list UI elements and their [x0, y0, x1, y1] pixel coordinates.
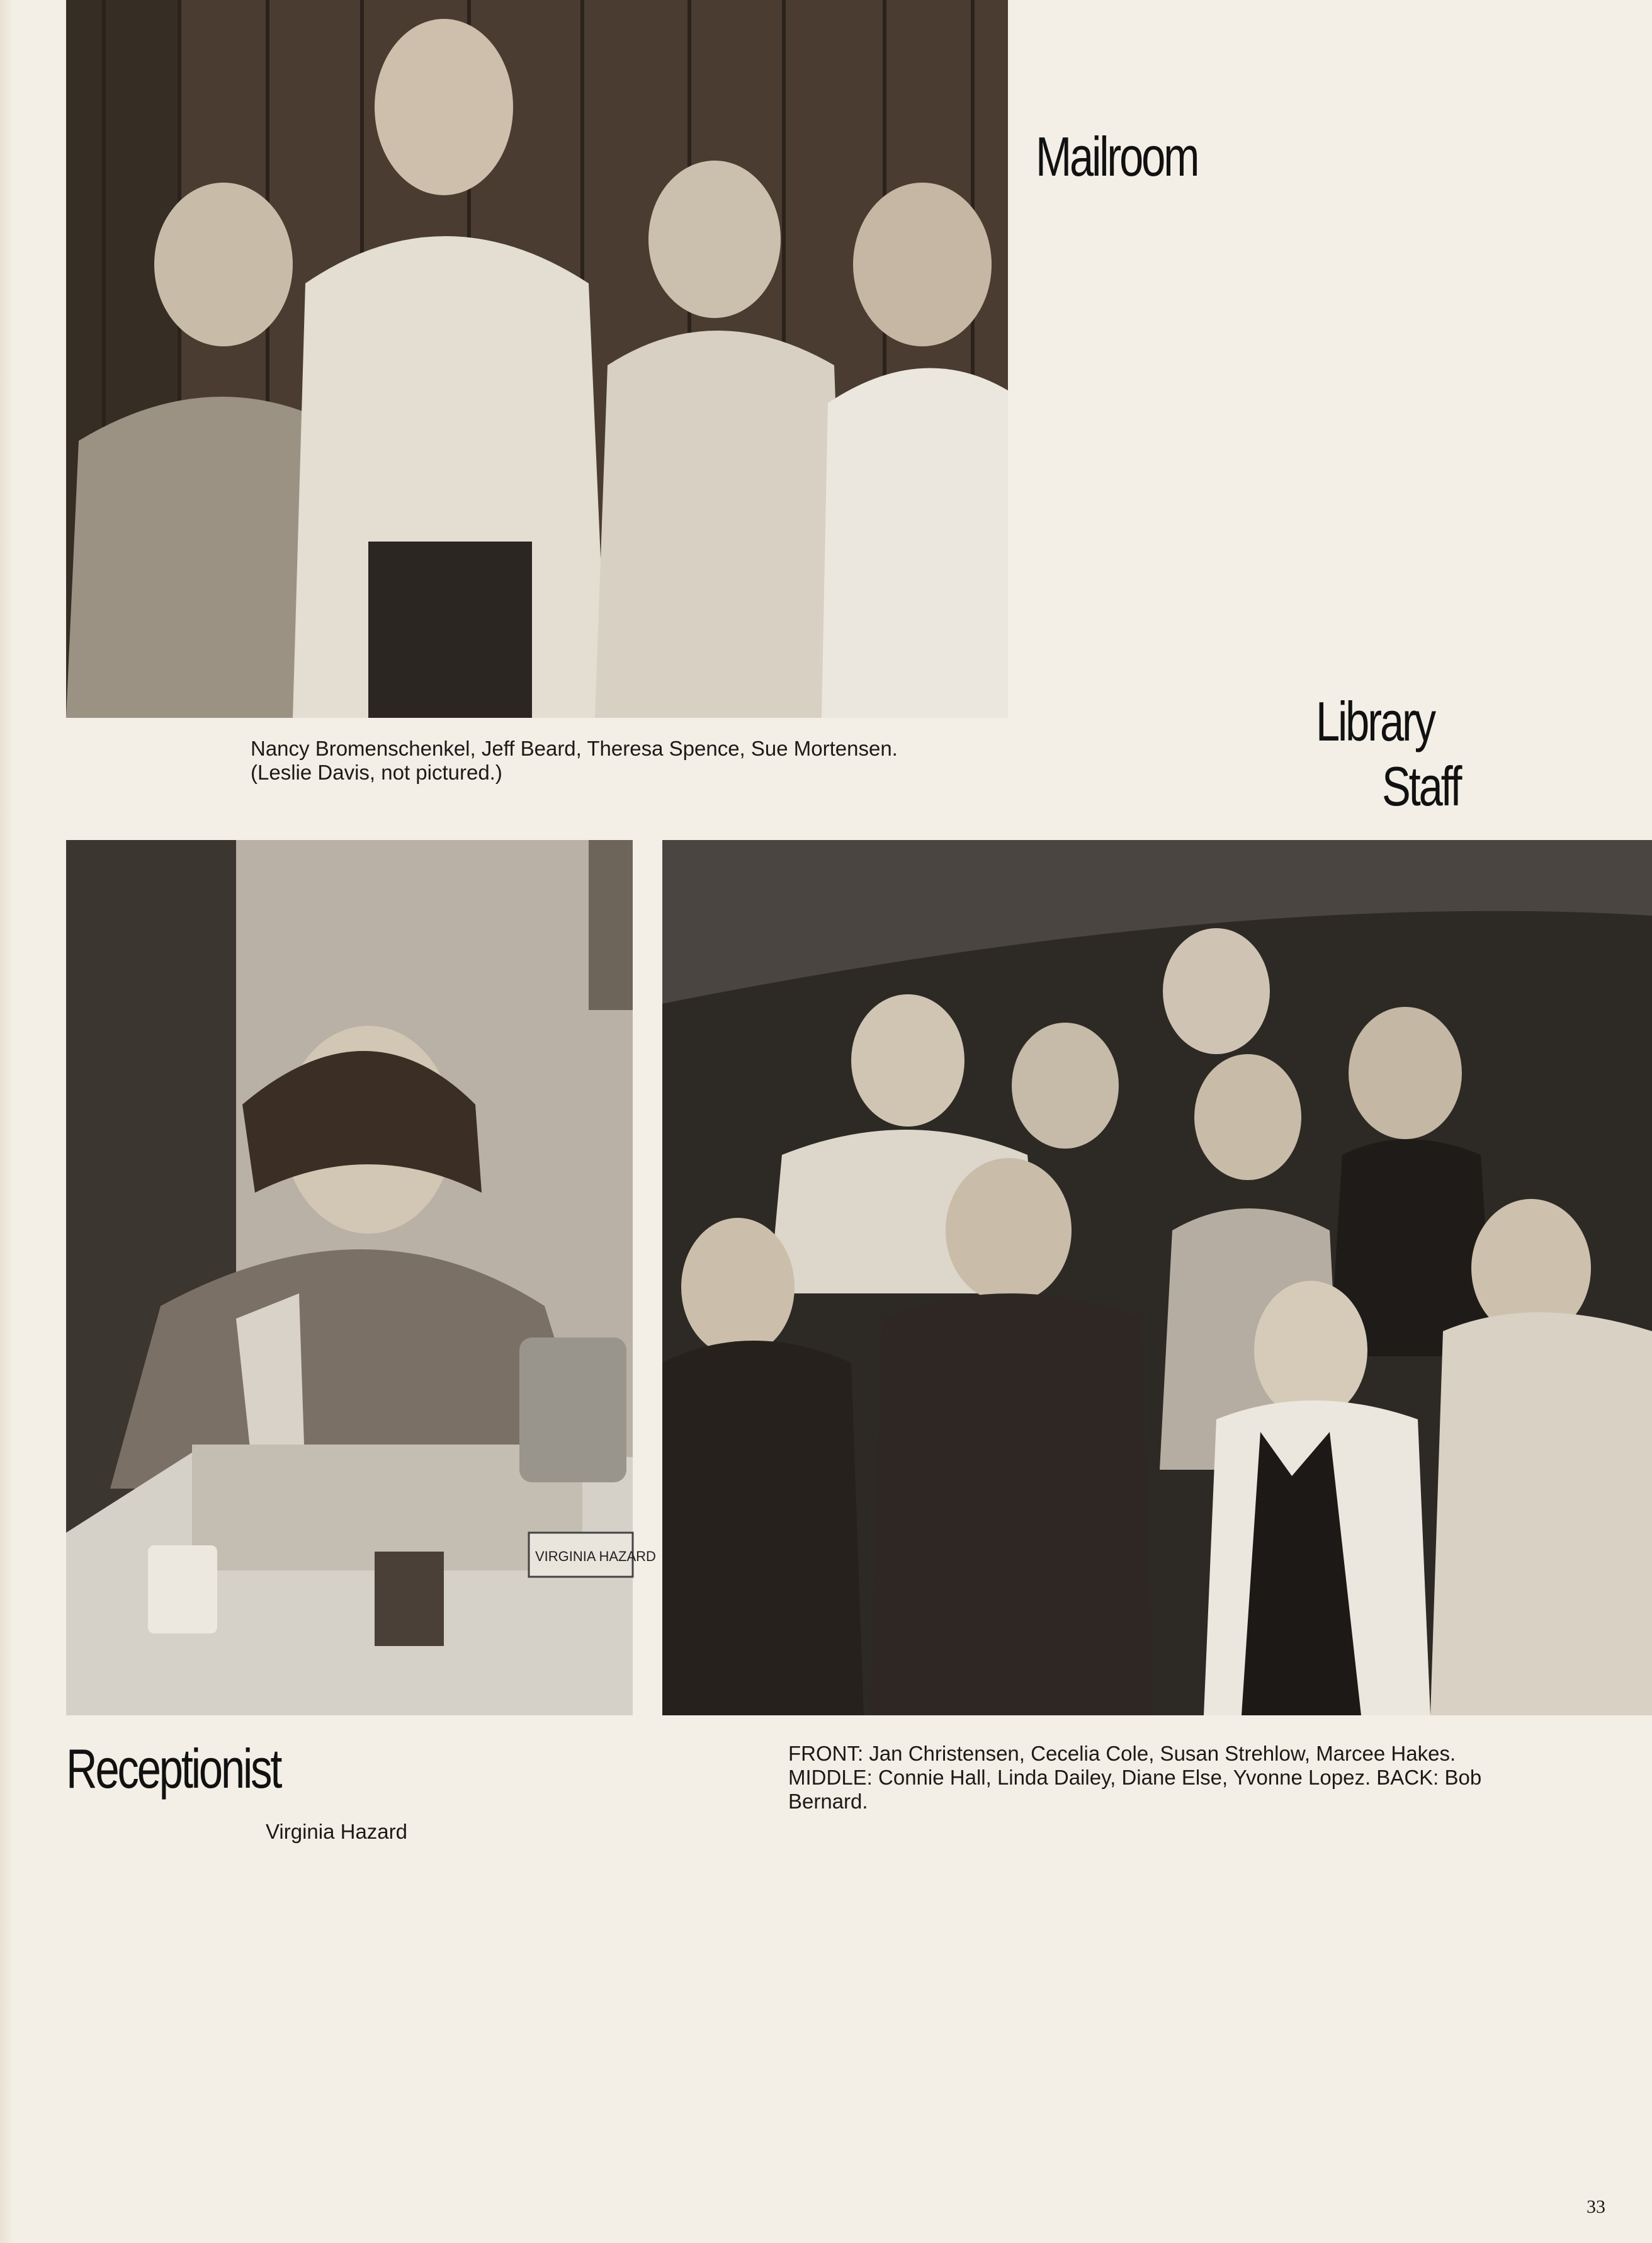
library-staff-caption	[788, 1742, 1519, 1814]
mailroom-caption-line: Nancy Bromenschenkel, Jeff Beard, Theresa Spence, Sue Mortensen.	[251, 737, 898, 760]
mailroom-photo	[66, 0, 1008, 718]
library-caption-line: Bernard.	[788, 1790, 868, 1813]
library-caption-line: MIDDLE: Connie Hall, Linda Dailey, Diane Else, Yvonne Lopez. BACK: Bob	[788, 1766, 1482, 1789]
page-number: 33	[1587, 2196, 1605, 2217]
page-edge	[0, 0, 14, 2243]
receptionist-photo	[66, 840, 656, 1715]
receptionist-caption: Virginia Hazard	[266, 1820, 408, 1843]
mailroom-caption	[251, 737, 1006, 785]
receptionist-nameplate: VIRGINIA HAZARD	[535, 1548, 656, 1564]
mailroom-heading: Mailroom	[1036, 125, 1198, 188]
library-staff-photo	[662, 840, 1652, 1715]
mailroom-caption-line: (Leslie Davis, not pictured.)	[251, 761, 502, 784]
library-staff-heading-line2: Staff	[1382, 755, 1461, 817]
library-caption-line: FRONT: Jan Christensen, Cecelia Cole, Susan Strehlow, Marcee Hakes.	[788, 1742, 1456, 1765]
library-staff-heading-line1: Library	[1316, 690, 1434, 752]
receptionist-heading: Receptionist	[66, 1737, 281, 1800]
